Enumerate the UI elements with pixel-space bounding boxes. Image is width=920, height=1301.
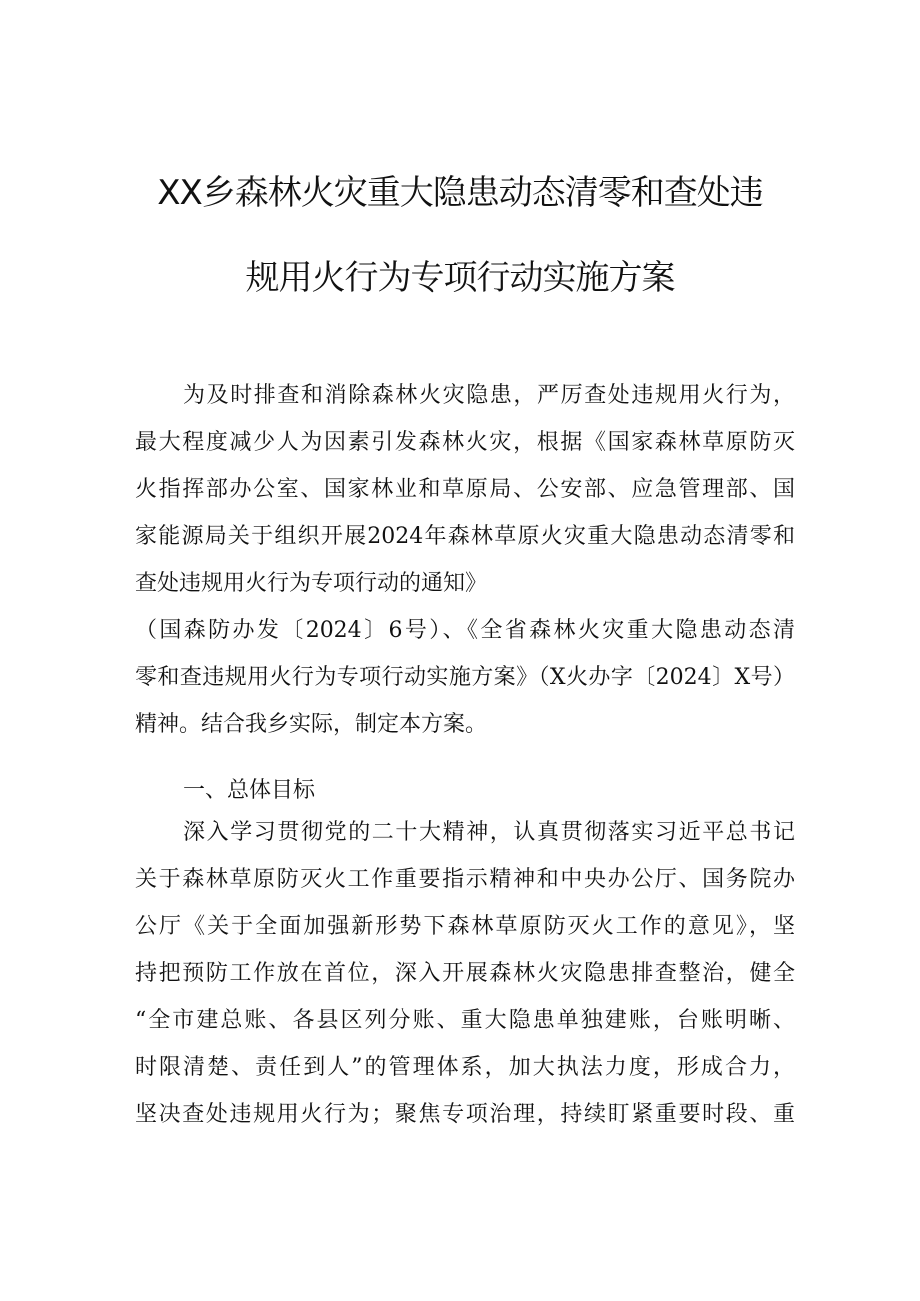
paragraph-1 [135,372,795,607]
paragraph-1-line: 火指挥部办公室、国家林业和草原局、公安部、应急管理部、国 [135,477,795,502]
paragraph-3 [135,809,795,1138]
paragraph-1-line: 为及时排查和消除森林火灾隐患，严厉查处违规用火行为， [183,383,795,408]
section-heading-text: 一、总体目标 [183,778,316,803]
paragraph-3-line: 深入学习贯彻党的二十大精神，认真贯彻落实习近平总书记 [183,820,795,845]
paragraph-1-line: 最大程度减少人为因素引发森林火灾，根据《国家森林草原防灭 [135,430,795,455]
document-title-line-1: XX乡森林火灾重大隐患动态清零和查处违 [157,173,763,213]
paragraph-3-line: “全市建总账、各县区列分账、重大隐患单独建账，台账明晰、 [135,1008,795,1033]
paragraph-3-line: 持把预防工作放在首位，深入开展森林火灾隐患排查整治，健全 [135,961,795,986]
paragraph-3-line: 坚决查处违规用火行为；聚焦专项治理，持续盯紧重要时段、重 [135,1102,795,1127]
paragraph-2-line: 零和查违规用火行为专项行动实施方案》（X火办字〔2024〕X号） [135,665,795,690]
paragraph-3-line: 关于森林草原防灭火工作重要指示精神和中央办公厅、国务院办 [135,867,795,892]
document-title-line-2: 规用火行为专项行动实施方案 [245,258,675,298]
paragraph-2-line: 精神。结合我乡实际，制定本方案。 [135,712,488,737]
section-heading-1 [135,767,795,814]
paragraph-2 [135,607,795,748]
paragraph-2-line: （国森防办发〔2024〕6号）、《全省森林火灾重大隐患动态清 [135,618,795,643]
paragraph-1-line: 家能源局关于组织开展2024年森林草原火灾重大隐患动态清零和 [135,524,795,549]
paragraph-3-line: 公厅《关于全面加强新形势下森林草原防灭火工作的意见》，坚 [135,914,795,939]
paragraph-1-line: 查处违规用火行为专项行动的通知》 [135,571,488,596]
paragraph-3-line: 时限清楚、责任到人”的管理体系，加大执法力度，形成合力， [135,1055,795,1080]
